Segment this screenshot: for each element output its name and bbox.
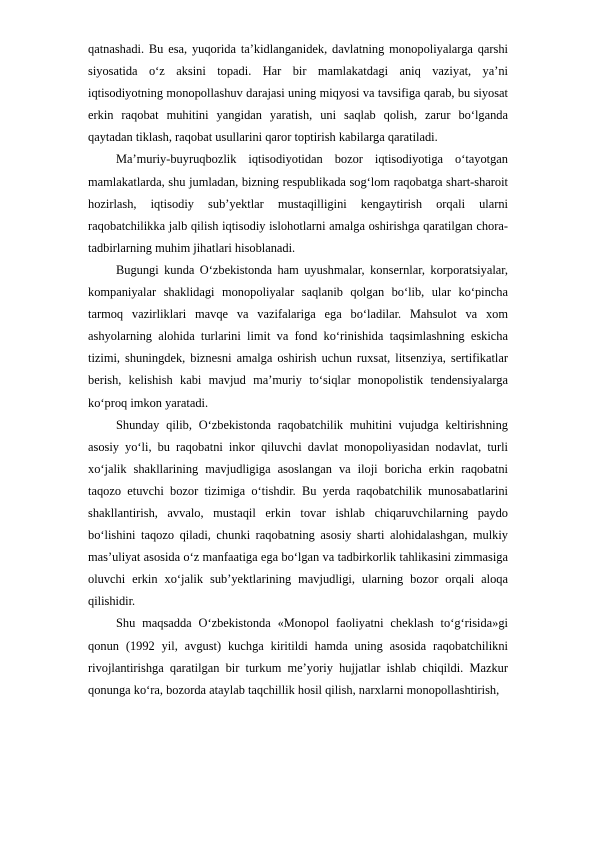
paragraph-continuation: qatnashadi. Bu esa, yuqorida ta’kidlanganidek, davlatning monopoliyalarga qarshi siyosatida o‘z aksini topadi. Har bir mamlakatdagi aniq vaziyat, ya’ni iqtisodiyotning monopollashuv darajasi uning miqyosi va tavsifiga qarab, bu siyosat erkin raqobat muhitini yangidan yaratish, uni saqlab qolish, zarur bo‘lganda qaytadan tiklash, raqobat usullarini qaror toptirish kabilarga qaratiladi. [88,42,508,145]
paragraph-competitive-environment: Shunday qilib, O‘zbekistonda raqobatchilik muhitini vujudga keltirishning asosiy yo‘li, bu raqobatni inkor qiluvchi davlat monopoliyasidan nodavlat, turli xo‘jalik shakllarining mavjudligiga asoslangan va iloji boricha erkin raqobatni taqozo etuvchi bozor tizimiga o‘tishdir. Bu yerda raqobatchilik munosabatlarini shakllantirish, avvalo, mustaqil erkin tovar ishlab chiqaruvchilarning paydo bo‘lishini taqozo qiladi, chunki raqobatning asosiy sharti alohidalashgan, mulkiy mas’uliyat asosida o‘z manfaatiga ega bo‘lgan va tadbirkorlik tahlikasini zimmasiga oluvchi erkin xo‘jalik sub’yektlarining mavjudligi, ularning bozor orqali aloqa qilishidir. [88,417,508,609]
paragraph-monopolies-today: Bugungi kunda O‘zbekistonda ham uyushmalar, konsernlar, korporatsiyalar, kompaniyalar shaklidagi monopoliyalar saqlanib qolgan bo‘lib, ular ko‘pincha tarmoq vazirliklari mavqe va vazifalariga ega bo‘ladilar. Mahsulot va xom ashyolarning alohida turlarini limit va fond ko‘rinishida taqsimlashning eskicha tizimi, shuningdek, biznesni amalga oshirish uchun ruxsat, litsenziya, sertifikatlar berish, kelishish kabi mavjud ma’muriy to‘siqlar monopolistik tendensiyalarga ko‘proq imkon yaratadi. [88,262,508,410]
paragraph-administrative-economy: Ma’muriy-buyruqbozlik iqtisodiyotidan bozor iqtisodiyotiga o‘tayotgan mamlakatlarda, shu jumladan, bizning respublikada sog‘lom raqobatga shart-sharoit hozirlash, iqtisodiy sub’yektlar mustaqilligini kengaytirish orqali ularni raqobatchilikka jalb qilish iqtisodiy islohotlarni amalga oshirishga qaratilgan chora-tadbirlarning muhim jihatlari hisoblanadi. [88,152,508,255]
document-body [88,38,508,701]
paragraph-monopoly-law: Shu maqsadda O‘zbekistonda «Monopol faoliyatni cheklash to‘g‘risida»gi qonun (1992 yil, avgust) kuchga kiritildi hamda uning asosida raqobatchilikni rivojlantirishga qaratilgan bir turkum me’yoriy hujjatlar ishlab chiqildi. Mazkur qonunga ko‘ra, bozorda ataylab taqchillik hosil qilish, narxlarni monopollashtirish, [88,616,508,697]
